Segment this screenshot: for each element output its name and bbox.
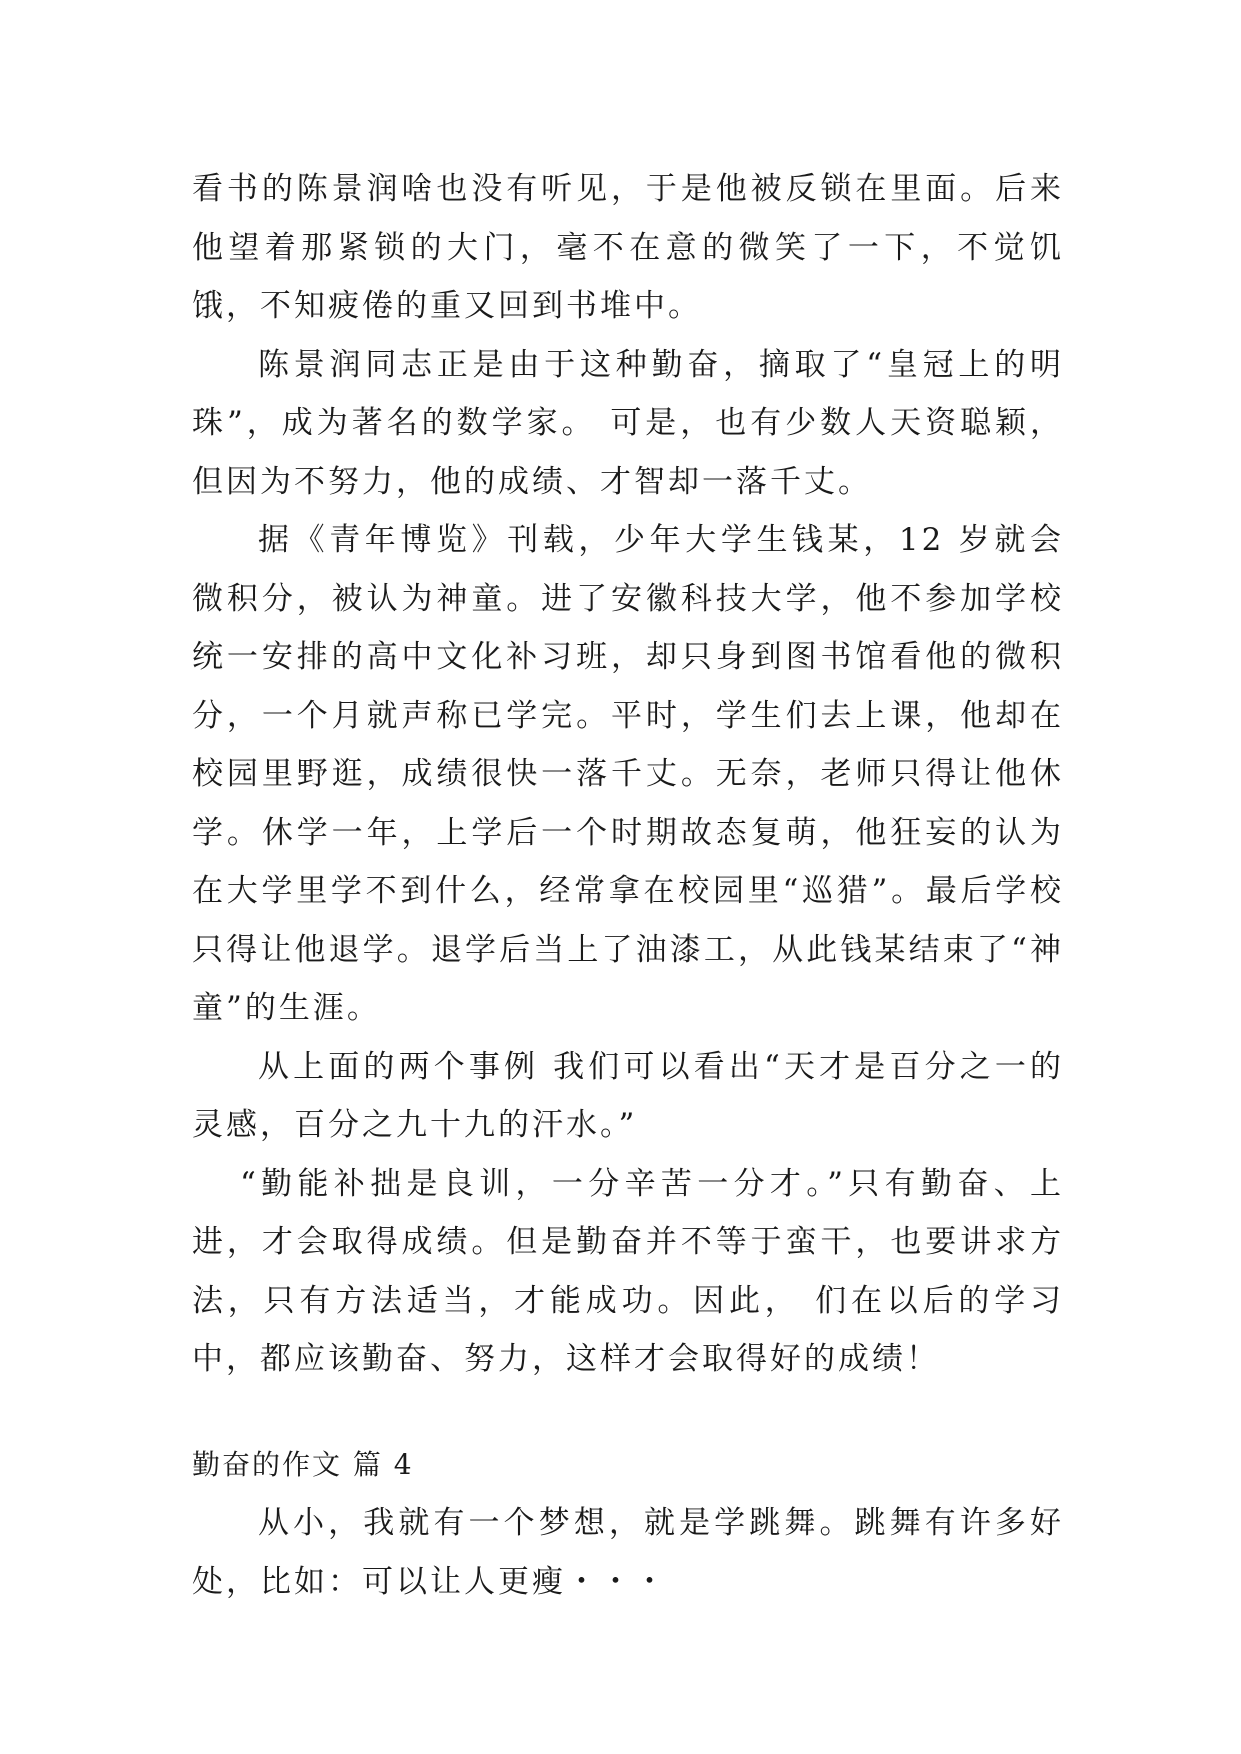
document-body [192, 160, 1064, 1611]
paragraph-pearl-of-crown: 陈景润同志正是由于这种勤奋，摘取了“皇冠上的明珠”，成为著名的数学家。 可是，也有少数人天资聪颖，但因为不努力，他的成绩、才智却一落千丈。 [192, 346, 1064, 500]
paragraph-genius-quote: 从上面的两个事例 我们可以看出“天才是百分之一的灵感，百分之九十九的汗水。” [192, 1048, 1064, 1143]
paragraph-chen-jingrun-locked-in: 看书的陈景润啥也没有听见，于是他被反锁在里面。后来他望着那紧锁的大门，毫不在意的微笑了一下，不觉饥饿，不知疲倦的重又回到书堆中。 [192, 171, 1064, 324]
paragraph-dance-dream: 从小，我就有一个梦想，就是学跳舞。跳舞有许多好处，比如：可以让人更瘦・・・ [192, 1505, 1064, 1600]
paragraph-child-prodigy-qian: 据《青年博览》刊载，少年大学生钱某，12 岁就会微积分，被认为神童。进了安徽科技大学，他不参加学校统一安排的高中文化补习班，却只身到图书馆看他的微积分，一个月就声称已学完。平时，学生们去上课，他却在校园里野逛，成绩很快一落千丈。无奈，老师只得让他休学。休学一年，上学后一个时期故态复萌，他狂妄的认为在大学里学不到什么，经常拿在校园里“巡猎”。最后学校只得让他退学。退学后当上了油漆工，从此钱某结束了“神童”的生涯。 [192, 522, 1064, 1026]
section-heading: 勤奋的作文 篇 4 [192, 1447, 414, 1481]
paragraph-diligence-conclusion: “勤能补拙是良训，一分辛苦一分才。”只有勤奋、上进，才会取得成绩。但是勤奋并不等于蛮干，也要讲求方法，只有方法适当，才能成功。因此， 们在以后的学习中，都应该勤奋、努力，这样才会取得好的成绩！ [192, 1165, 1064, 1377]
